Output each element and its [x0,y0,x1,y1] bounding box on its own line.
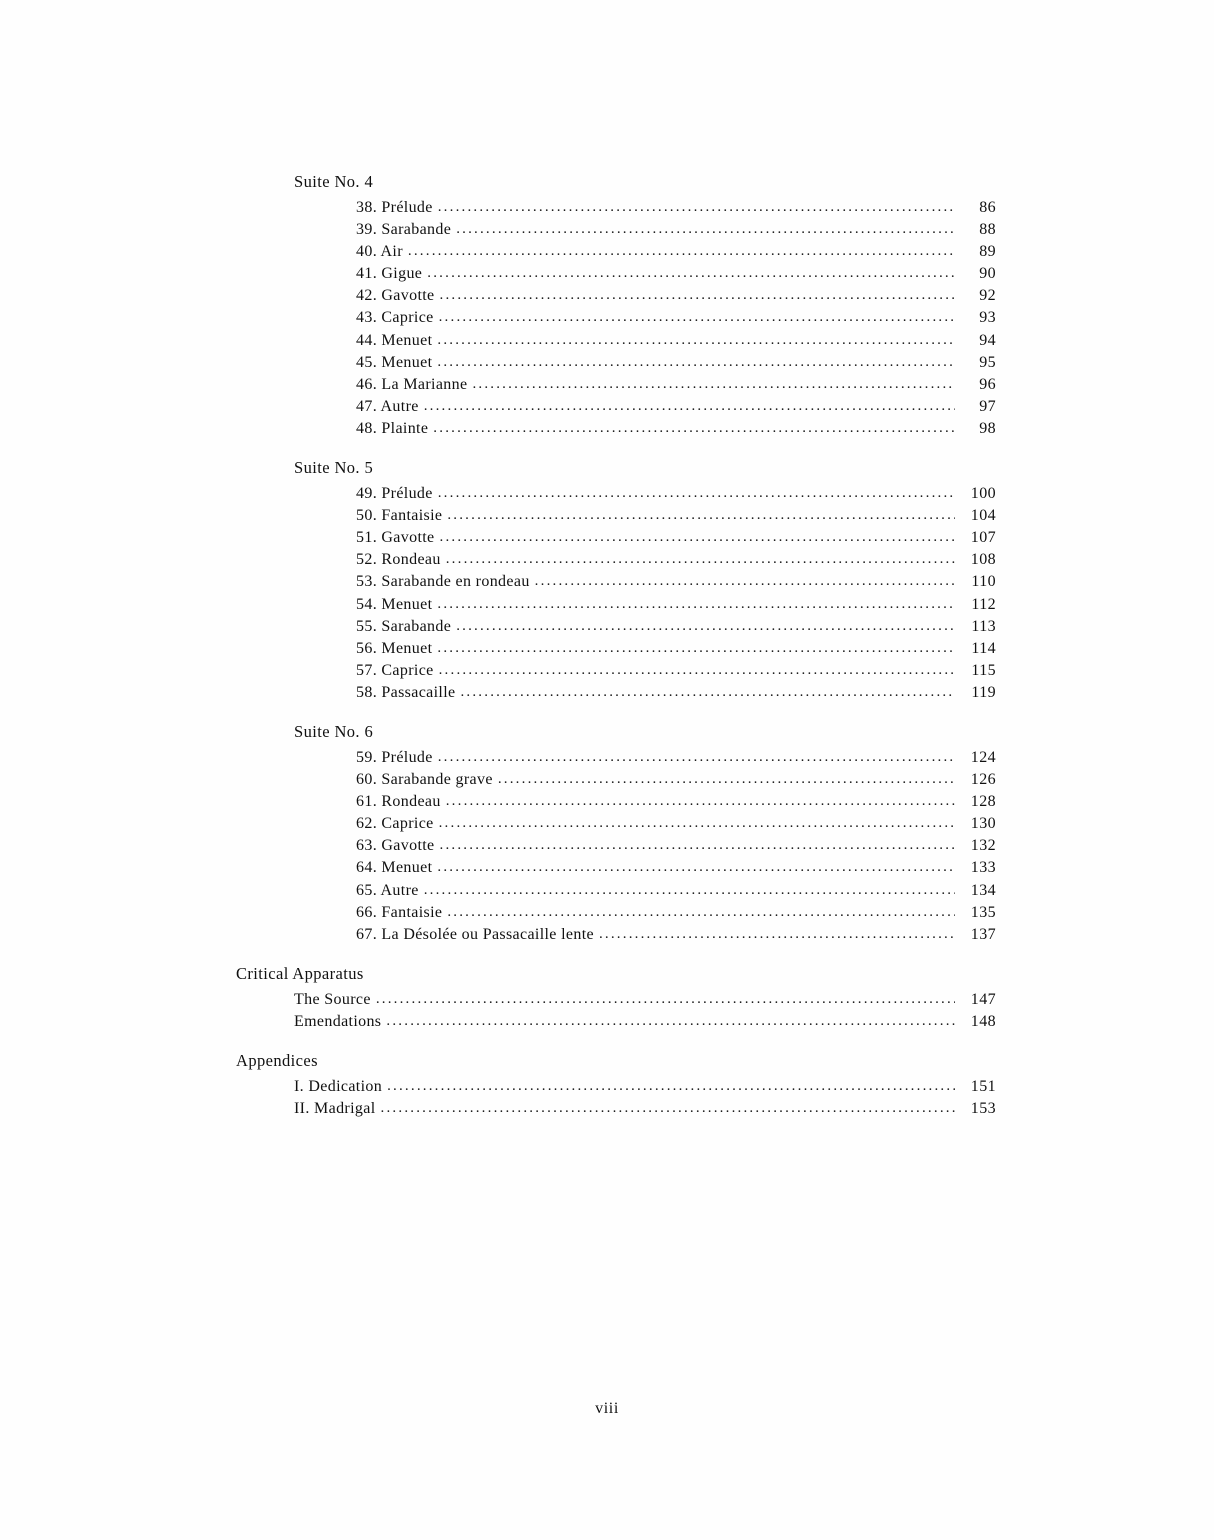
toc-entry-label: 40. Air [356,243,403,261]
toc-entry-label: 54. Menuet [356,595,433,613]
toc-section [236,964,996,1033]
toc-entry-label: 42. Gavotte [356,287,435,305]
toc-section [236,172,996,440]
toc-entry-label: II. Madrigal [294,1100,376,1118]
toc-entry-page-number: 110 [971,573,996,591]
toc-entry[interactable] [356,352,996,374]
toc-section-heading: Suite No. 4 [294,172,374,191]
table-of-contents [236,172,996,1138]
toc-entry[interactable] [356,835,996,857]
toc-entry[interactable] [356,880,996,902]
toc-entry-page-number: 133 [970,859,996,877]
toc-entry-label: 41. Gigue [356,265,423,283]
toc-entry-page-number: 115 [971,661,996,679]
toc-entry[interactable] [356,219,996,241]
toc-entry-label: 65. Autre [356,881,419,899]
toc-entry-page-number: 93 [979,309,996,327]
toc-leader-dots [440,285,956,301]
toc-leader-dots [447,902,955,918]
toc-leader-dots [472,374,955,390]
toc-entry[interactable] [356,418,996,440]
toc-entry-page-number: 148 [970,1012,996,1030]
toc-leader-dots [438,747,955,763]
toc-entry-label: 56. Menuet [356,639,433,657]
toc-leader-dots [381,1098,955,1114]
toc-leader-dots [437,330,955,346]
toc-section [236,458,996,704]
toc-leader-dots [408,241,955,257]
toc-entry[interactable] [356,527,996,549]
toc-entry[interactable] [294,1076,996,1098]
toc-entry-page-number: 92 [979,287,996,305]
toc-entry[interactable] [356,769,996,791]
toc-section-heading: Appendices [236,1051,318,1070]
toc-entry-label: 63. Gavotte [356,837,435,855]
toc-entry-label: 58. Passacaille [356,683,456,701]
toc-entry-page-number: 86 [979,199,996,216]
toc-leader-dots [438,483,955,499]
toc-entry[interactable] [356,307,996,329]
toc-leader-dots [456,219,955,235]
toc-leader-dots [498,769,955,785]
toc-entry[interactable] [356,616,996,638]
toc-leader-dots [439,660,955,676]
toc-entry-label: 39. Sarabande [356,221,452,239]
toc-entry[interactable] [356,396,996,418]
toc-entry-label: 51. Gavotte [356,529,435,547]
toc-entry-page-number: 134 [970,881,996,899]
toc-leader-dots [446,791,955,807]
toc-section-heading: Suite No. 5 [294,458,374,478]
toc-entry[interactable] [356,571,996,593]
toc-leader-dots [424,880,955,896]
toc-entry-label: 46. La Marianne [356,375,468,393]
toc-entry-page-number: 89 [979,243,996,261]
toc-leader-dots [437,594,955,610]
toc-leader-dots [439,813,955,829]
toc-entry[interactable] [356,285,996,307]
toc-entry-page-number: 100 [970,485,996,503]
toc-entry-label: 50. Fantaisie [356,507,443,525]
toc-entry-label: 59. Prélude [356,748,433,766]
toc-entry[interactable] [356,197,996,219]
toc-section [236,722,996,946]
toc-entry[interactable] [356,330,996,352]
toc-leader-dots [440,835,956,851]
toc-entry[interactable] [356,682,996,704]
toc-entry[interactable] [356,791,996,813]
toc-entry-page-number: 137 [970,925,996,943]
toc-entry-page-number: 95 [979,353,996,371]
toc-entry-page-number: 130 [970,815,996,833]
toc-entry-page-number: 135 [970,903,996,921]
toc-entry-label: 60. Sarabande grave [356,771,493,789]
toc-entry-page-number: 90 [979,265,996,283]
toc-entry-label: 57. Caprice [356,661,434,679]
toc-leader-dots [437,638,955,654]
toc-entry[interactable] [294,989,996,1011]
toc-entry-page-number: 104 [970,507,996,525]
toc-entry[interactable] [294,1098,996,1120]
toc-entry[interactable] [356,813,996,835]
toc-entry[interactable] [356,549,996,571]
toc-entry-page-number: 107 [970,529,996,547]
toc-entry-label: Emendations [294,1012,382,1030]
toc-entry[interactable] [356,747,996,769]
toc-entry-label: 52. Rondeau [356,551,441,569]
toc-entry-label: 66. Fantaisie [356,903,443,921]
toc-entry[interactable] [356,505,996,527]
toc-entry-page-number: 88 [979,221,996,239]
toc-entry-label: 38. Prélude [356,199,433,216]
toc-leader-dots [447,505,955,521]
toc-entry-page-number: 97 [979,397,996,415]
toc-leader-dots [460,682,955,698]
toc-entry[interactable] [294,1011,996,1033]
toc-entry-label: 45. Menuet [356,353,433,371]
toc-section-heading: Critical Apparatus [236,963,364,983]
toc-entry-page-number: 98 [979,419,996,437]
toc-entry-label: 49. Prélude [356,485,433,503]
toc-leader-dots [424,396,955,412]
toc-entry[interactable] [356,263,996,285]
toc-entry-page-number: 112 [971,595,996,613]
toc-entry-page-number: 124 [970,748,996,766]
toc-entry[interactable] [356,924,996,946]
toc-leader-dots [387,1076,955,1092]
toc-entry-label: 67. La Désolée ou Passacaille lente [356,925,594,943]
toc-entry-label: The Source [294,990,371,1008]
toc-entry-label: I. Dedication [294,1078,383,1095]
toc-leader-dots [437,857,955,873]
toc-entry[interactable] [356,374,996,396]
toc-leader-dots [427,263,955,279]
toc-entry[interactable] [356,483,996,505]
toc-leader-dots [456,616,955,632]
toc-entry-page-number: 153 [970,1100,996,1118]
toc-section-heading: Suite No. 6 [294,721,374,741]
toc-entry[interactable] [356,857,996,879]
page-folio: viii [595,1400,619,1417]
toc-entry-page-number: 108 [970,551,996,569]
toc-entry[interactable] [356,638,996,660]
toc-entry-label: 55. Sarabande [356,617,452,635]
toc-entry-label: 48. Plainte [356,419,429,437]
toc-section [236,1051,996,1120]
toc-entry-page-number: 126 [970,771,996,789]
toc-entry-page-number: 132 [970,837,996,855]
toc-entry-label: 61. Rondeau [356,793,441,811]
toc-entry[interactable] [356,241,996,263]
toc-entry-page-number: 113 [971,617,996,635]
toc-entry-page-number: 94 [979,331,996,349]
toc-leader-dots [599,924,955,940]
toc-leader-dots [446,549,955,565]
toc-leader-dots [386,1011,955,1027]
toc-entry-label: 62. Caprice [356,815,434,833]
toc-entry-page-number: 147 [970,990,996,1008]
toc-entry-label: 44. Menuet [356,331,433,349]
toc-entry-label: 47. Autre [356,397,419,415]
toc-entry-page-number: 114 [971,639,996,657]
toc-entry[interactable] [356,660,996,682]
toc-leader-dots [433,418,955,434]
toc-entry[interactable] [356,902,996,924]
toc-entry-label: 53. Sarabande en rondeau [356,573,530,591]
toc-leader-dots [439,307,955,323]
toc-entry-page-number: 119 [971,683,996,701]
toc-leader-dots [440,527,956,543]
toc-leader-dots [437,352,955,368]
toc-entry[interactable] [356,594,996,616]
toc-leader-dots [376,989,955,1005]
toc-entry-label: 43. Caprice [356,309,434,327]
toc-entry-page-number: 96 [979,375,996,393]
toc-entry-page-number: 151 [970,1078,996,1095]
toc-entry-page-number: 128 [970,793,996,811]
toc-leader-dots [438,197,955,213]
toc-entry-label: 64. Menuet [356,859,433,877]
toc-leader-dots [535,571,955,587]
